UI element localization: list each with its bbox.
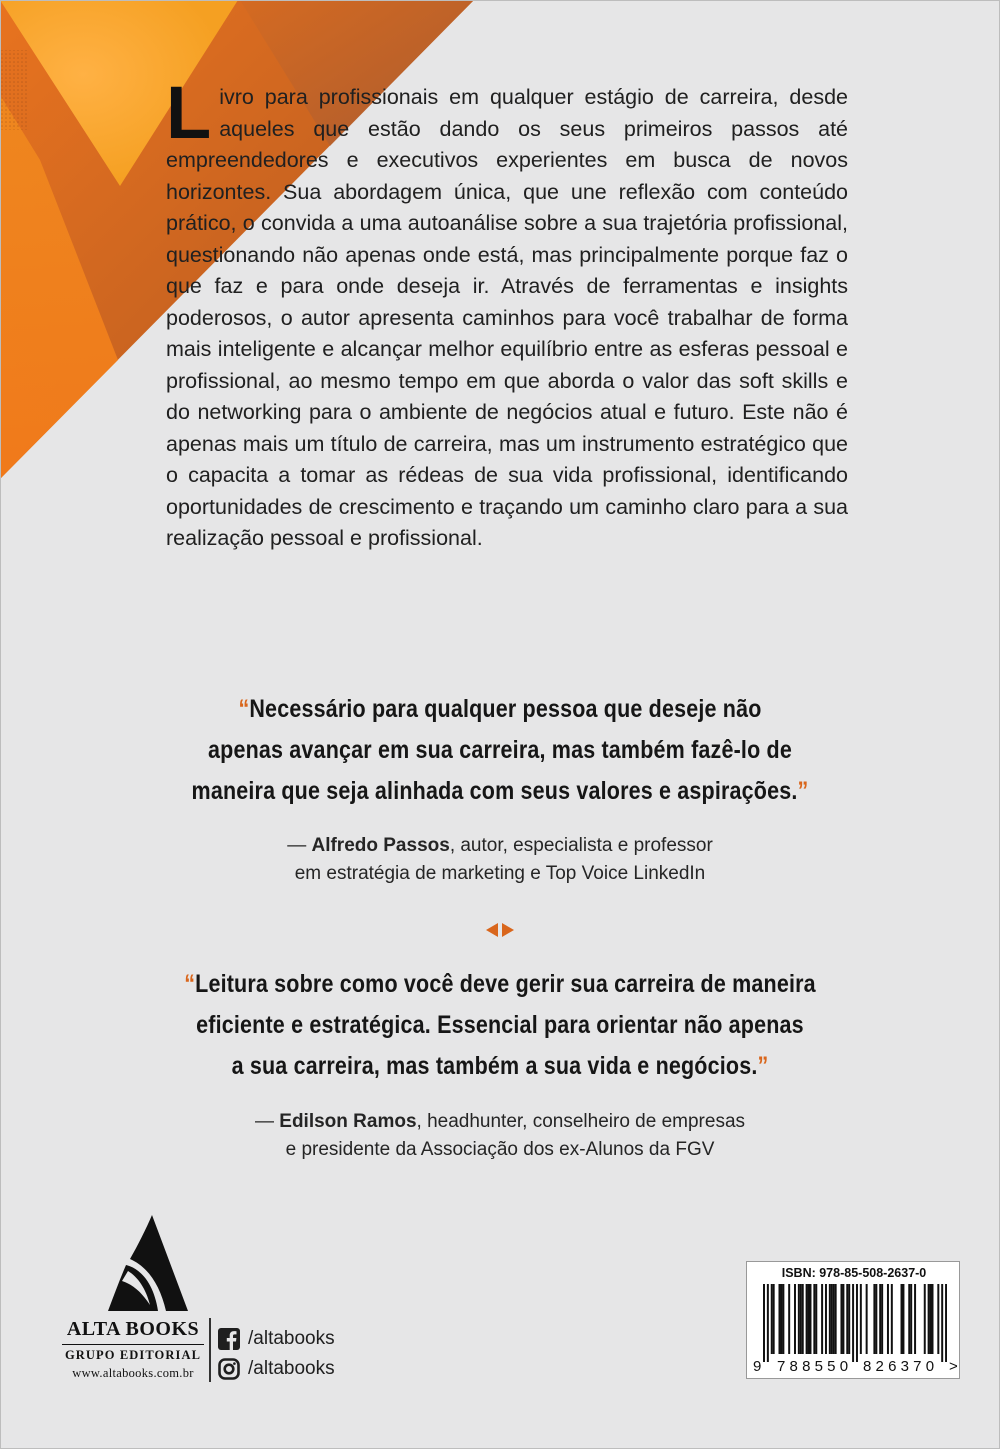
barcode-bar	[802, 1284, 804, 1354]
facebook-link[interactable]	[218, 1327, 335, 1351]
instagram-icon	[218, 1358, 240, 1380]
barcode-bar	[821, 1284, 823, 1354]
separator-arrows-icon	[484, 922, 516, 938]
quote-line: “Leitura sobre como você deve gerir sua carreira de maneira	[184, 970, 816, 998]
barcode-bar	[808, 1284, 810, 1354]
barcode-bar	[800, 1284, 802, 1354]
quote-line: “Necessário para qualquer pessoa que deseje não	[238, 695, 762, 723]
barcode-bar	[806, 1284, 808, 1354]
publisher-url[interactable]: www.altabooks.com.br	[72, 1366, 194, 1380]
isbn-barcode-box	[746, 1261, 960, 1379]
barcode-bar	[928, 1284, 930, 1354]
barcode-bar	[887, 1284, 889, 1354]
quote-line: a sua carreira, mas também a sua vida e negócios.”	[231, 1052, 769, 1080]
deco-dots	[0, 50, 28, 130]
barcode-bar	[914, 1284, 916, 1354]
open-quote-mark: “	[184, 970, 196, 998]
barcode-bar	[866, 1284, 868, 1354]
barcode-bar	[932, 1284, 934, 1354]
barcode-bar	[891, 1284, 893, 1354]
description-text: ivro para profissionais em qualquer estágio de carreira, desde aqueles que estão dando os seus primeiros passos até empreendedores e executivos experientes em busca de novos horizontes. Sua abordagem única, que une reflexão com conteúdo prático, o convida a uma autoanálise sobre a sua trajetória profissional, questionando não apenas onde está, mas principalmente porque faz o que faz e para onde deseja ir. Através de ferramentas e insights poderosos, o autor apresenta caminhos para você trabalhar de forma mais inteligente e alcançar melhor equilíbrio entre as esferas pessoal e profissional, ao mesmo tempo em que aborda o valor das soft skills e do networking para o ambiente de negócios atual e futuro. Este não é apenas mais um título de carreira, mas um instrumento estratégico que o capacita a tomar as rédeas de sua vida profissional, identificando oportunidades de crescimento e traçando um caminho claro para a sua realização pessoal e profissional.	[166, 85, 848, 550]
barcode-bar	[924, 1284, 926, 1354]
barcode-bar	[908, 1284, 910, 1354]
facebook-icon	[218, 1328, 240, 1350]
barcode-bar	[763, 1284, 765, 1362]
barcode-bar	[875, 1284, 877, 1354]
isbn-label: ISBN: 978-85-508-2637-0	[781, 1266, 927, 1280]
barcode-bar	[937, 1284, 939, 1354]
barcode-bar	[778, 1284, 780, 1354]
testimonial-attribution-1: — Alfredo Passos, autor, especialista e professor em estratégia de marketing e Top Voice LinkedIn	[287, 835, 713, 884]
alta-books-logo-icon	[108, 1215, 188, 1313]
close-quote-mark: ”	[797, 777, 809, 805]
testimonial-attribution-2: — Edilson Ramos, headhunter, conselheiro de empresas e presidente da Associação dos ex-Alunos da FGV	[254, 1111, 746, 1160]
barcode-bar	[835, 1284, 837, 1354]
barcode-bar	[901, 1284, 903, 1354]
barcode-bar	[879, 1284, 881, 1354]
barcode-bar	[902, 1284, 904, 1354]
barcode-bar	[910, 1284, 912, 1354]
barcode-image	[763, 1284, 947, 1362]
barcode-bar	[846, 1284, 848, 1354]
author-name: Edilson Ramos	[279, 1111, 417, 1132]
barcode-bar	[856, 1284, 858, 1362]
quote-line: maneira que seja alinhada com seus valores e aspirações.”	[191, 777, 809, 805]
barcode-bar	[873, 1284, 875, 1354]
barcode-bar	[945, 1284, 947, 1362]
author-name: Alfredo Passos	[311, 835, 450, 856]
barcode-bar	[831, 1284, 833, 1354]
barcode-bar	[794, 1284, 796, 1354]
isbn-digits: 9 788550 826370 >	[753, 1358, 958, 1375]
quote-line: eficiente e estratégica. Essencial para orientar não apenas	[196, 1011, 804, 1039]
barcode-bar	[941, 1284, 943, 1362]
barcode-bar	[848, 1284, 850, 1354]
barcode-bar	[813, 1284, 815, 1354]
instagram-link[interactable]	[218, 1357, 335, 1381]
barcode-bar	[840, 1284, 842, 1354]
testimonial-quote-2	[156, 964, 844, 1087]
book-description	[166, 71, 848, 555]
barcode-bar	[771, 1284, 773, 1354]
barcode-bar	[860, 1284, 862, 1354]
barcode-bar	[788, 1284, 790, 1354]
barcode-bar	[829, 1284, 831, 1354]
barcode-bar	[852, 1284, 854, 1362]
publisher-subtitle: GRUPO EDITORIAL	[62, 1344, 204, 1363]
testimonial-quote-1	[156, 689, 844, 812]
barcode-bar	[833, 1284, 835, 1354]
barcode-bar	[825, 1284, 827, 1354]
barcode-bar	[809, 1284, 811, 1354]
open-quote-mark: “	[238, 695, 250, 723]
barcode-bar	[881, 1284, 883, 1354]
barcode-bar	[930, 1284, 932, 1354]
instagram-handle: /altabooks	[248, 1358, 335, 1379]
barcode-bar	[815, 1284, 817, 1354]
publisher-name: ALTA BOOKS	[66, 1318, 200, 1340]
barcode-bar	[782, 1284, 784, 1354]
barcode-bar	[780, 1284, 782, 1354]
barcode-bar	[773, 1284, 775, 1354]
drop-cap-letter: L	[166, 71, 212, 154]
barcode-bar	[767, 1284, 769, 1362]
quote-line: apenas avançar em sua carreira, mas também fazê-lo de	[208, 736, 792, 764]
close-quote-mark: ”	[757, 1052, 769, 1080]
facebook-handle: /altabooks	[248, 1328, 335, 1349]
divider	[209, 1318, 211, 1382]
barcode-bar	[798, 1284, 800, 1354]
barcode-bar	[842, 1284, 844, 1354]
